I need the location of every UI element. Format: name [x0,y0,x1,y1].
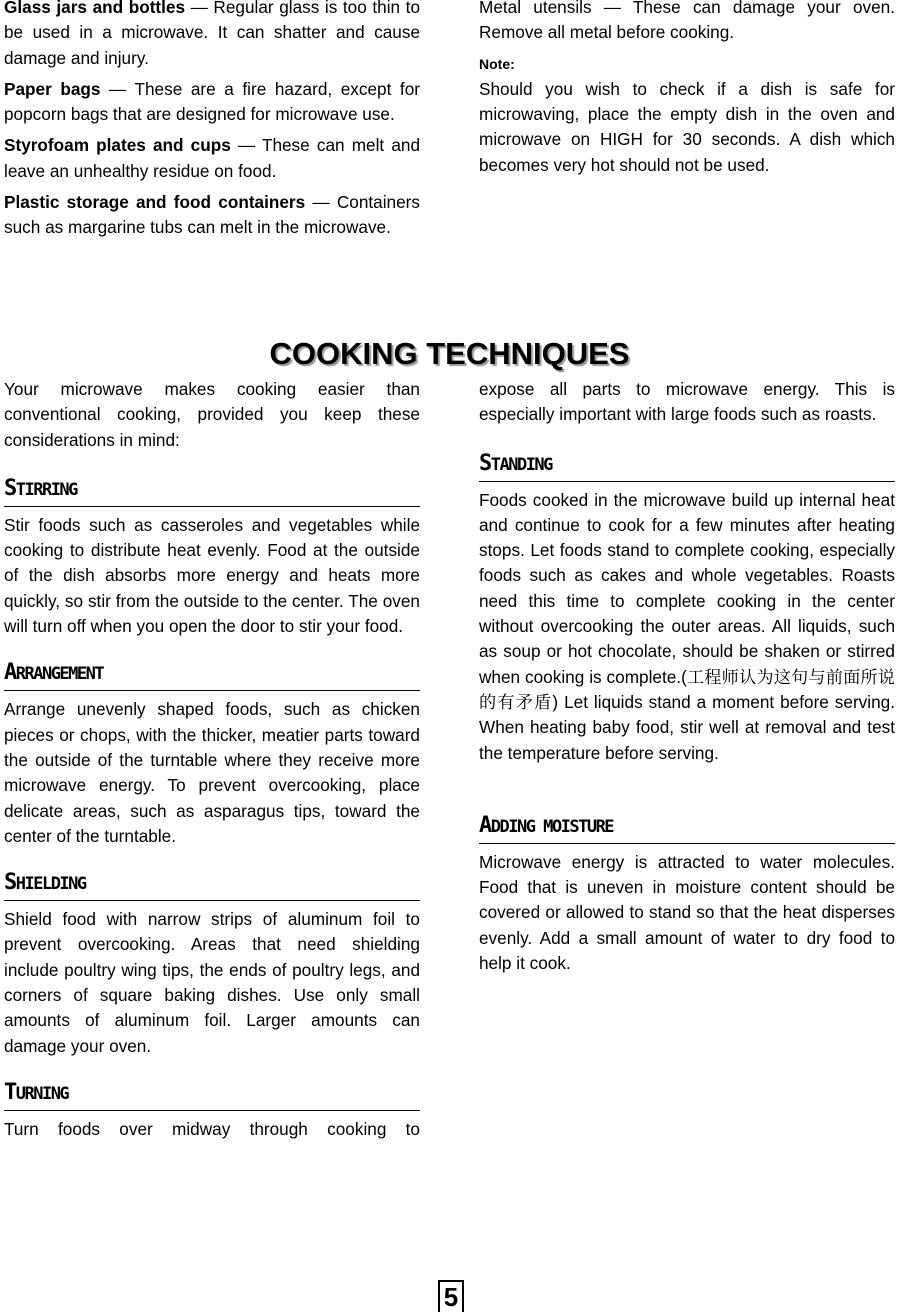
h-rest: RRANGEMENT [15,664,104,685]
top-right-column [479,0,895,184]
h-first: A [4,660,16,686]
heading-turning [4,1079,420,1111]
h-rest: URNING [15,1083,69,1104]
term: Glass jars and bottles [4,0,186,17]
h-rest: TIRRING [15,479,77,500]
item-paper [4,77,420,128]
h-first: A [479,812,491,838]
desc: — Regular glass is too thin to be used in a microwave. It can shatter and cause damage and injury. [4,0,421,68]
h-first: S [4,870,16,896]
intro: Your microwave makes cooking easier than conventional cooking, provided you keep these considerations in mind: [4,379,420,450]
page-number: 5 [438,1280,464,1312]
text-arrangement: Arrange unevenly shaped foods, such as chicken pieces or chops, with the thicker, meatier parts toward the outside of the turntable where they receive more microwave energy. To prevent overcooking, place delicate areas, such as asparagus tips, toward the center of the turntable. [4,699,420,846]
right-column [479,377,895,982]
desc: — Containers such as margarine tubs can melt in the microwave. [4,192,420,238]
h-first: T [4,1079,16,1105]
heading-standing [479,450,895,482]
heading-stirring [4,475,420,507]
heading-adding-moisture [479,812,895,844]
h-rest: DDING MOISTURE [490,816,614,837]
heading-shielding [4,869,420,901]
item-styrofoam [4,133,420,184]
note-text: Should you wish to check if a dish is safe for microwaving, place the empty dish in the oven and microwave on HIGH for 30 seconds. A dish which becomes very hot should not be used. [479,78,895,175]
desc: — These can melt and leave an unhealthy residue on food. [4,135,420,181]
text-shielding: Shield food with narrow strips of aluminum foil to prevent overcooking. Areas that need shielding include poultry wing tips, the ends of poultry legs, and corners of square baking dishes. Use only small amounts of aluminum foil. Larger amounts can damage your oven. [4,909,420,1056]
page-title: COOKING TECHNIQUES [269,336,630,371]
item-plastic [4,190,420,241]
text-turning: Turn foods over midway through cooking to [4,1118,420,1139]
h-rest: HIELDING [15,874,86,895]
top-left-column [4,0,420,247]
text-stirring: Stir foods such as casseroles and vegetables while cooking to distribute heat evenly. Food at the outside of the dish absorbs more energy and heats more quickly, so stir from the outside to the center. The oven will turn off when you open the door to stir your food. [4,514,420,637]
heading-arrangement [4,659,420,691]
left-column [4,377,420,1148]
text-turning-continued: expose all parts to microwave energy. This is especially important with large foods such as roasts. [479,379,895,425]
item-metal: Metal utensils — These can damage your oven. Remove all metal before cooking. [479,0,895,43]
h-rest: TANDING [490,454,552,475]
desc: — These are a fire hazard, except for popcorn bags that are designed for microwave use. [4,78,420,125]
note-label: Note: [479,55,515,72]
h-first: S [479,450,491,476]
h-first: S [4,475,16,501]
term: Paper bags [4,78,101,99]
text-standing: Foods cooked in the microwave build up internal heat and continue to cook for a few minutes after heating stops. Let foods stand to complete cooking, especially foods such as cakes and whole vegetables. Roasts need this time to complete cooking in the center without overcooking the outer areas. All liquids, such as soup or hot chocolate, should be shaken or stirred when cooking is complete.(工程师认为这句与前面所说的有矛盾) Let liquids stand a moment before serving. When heating baby food, stir well at removal and test the temperature before serving. [479,489,895,763]
term: Styrofoam plates and cups [4,135,231,156]
item-glass [4,0,420,71]
text-adding-moisture: Microwave energy is attracted to water molecules. Food that is uneven in moisture content should be covered or allowed to stand so that the heat disperses evenly. Add a small amount of water to dry food to help it cook. [479,851,895,974]
term: Plastic storage and food containers [4,192,306,213]
